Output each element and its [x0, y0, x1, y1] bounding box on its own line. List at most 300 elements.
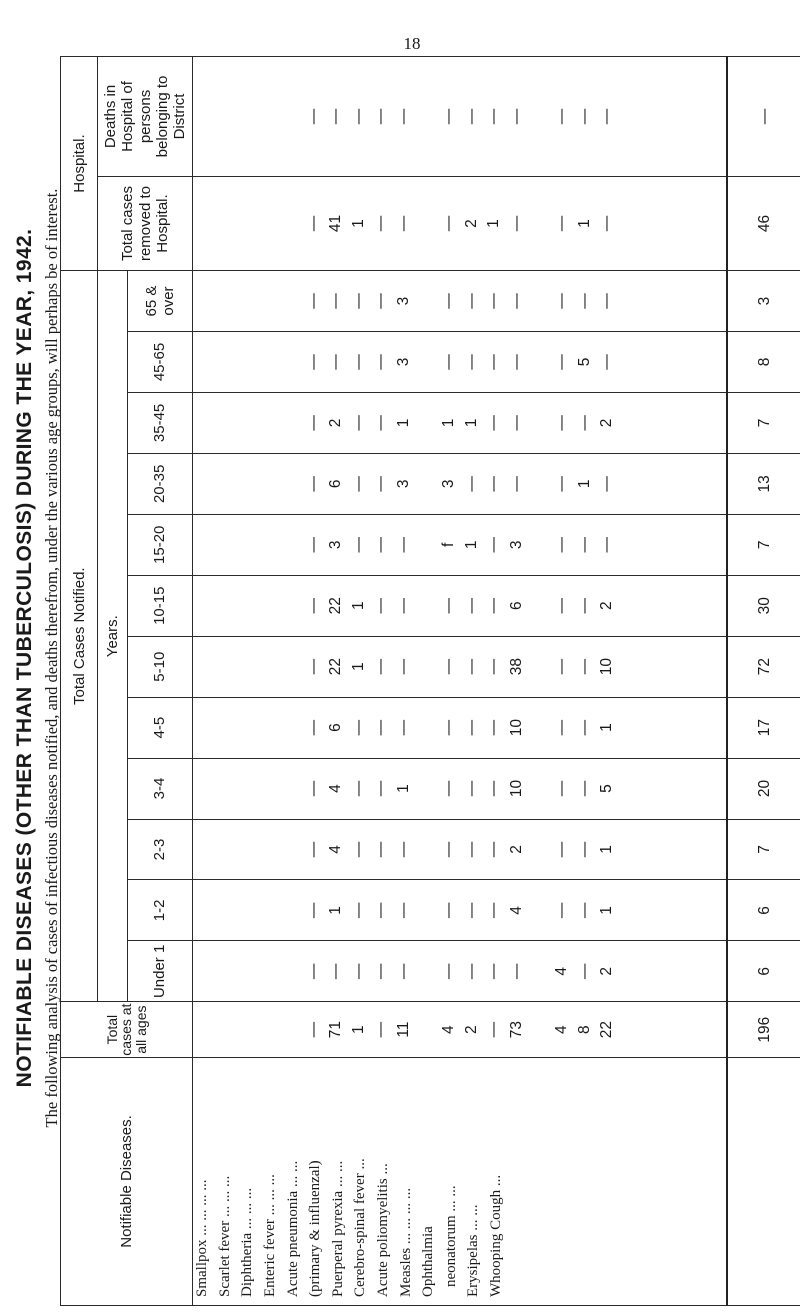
table-cell: —	[462, 902, 480, 919]
table-cell	[415, 515, 438, 575]
table-cell: —	[462, 658, 480, 675]
header-notifiable-diseases: Notifiable Diseases.	[61, 1057, 193, 1305]
table-cell: 71	[327, 1021, 345, 1039]
table-cell: —	[553, 658, 571, 675]
disease-label	[284, 1066, 307, 1297]
table-cell: —	[575, 415, 593, 431]
table-cell: —	[485, 354, 503, 370]
table-cell: 4	[553, 967, 571, 976]
table-cell: 2	[598, 601, 616, 611]
total-cell: 6	[727, 880, 800, 941]
table-cell	[415, 759, 438, 819]
table-cell: —	[440, 293, 458, 309]
table-cell: —	[349, 841, 367, 858]
table-cell: —	[304, 658, 322, 675]
total-cell: 7	[727, 819, 800, 880]
disease-name: Scarlet fever	[216, 1220, 233, 1297]
table-cell: —	[462, 597, 480, 614]
table-cell: —	[304, 354, 322, 370]
table-cell: 1	[462, 540, 480, 550]
table-cell: —	[485, 293, 503, 309]
total-cell: 7	[727, 514, 800, 575]
table-cell: 3	[395, 296, 413, 306]
table-cell: 10	[508, 718, 525, 737]
table-cell: —	[553, 354, 571, 370]
table-cell	[528, 454, 551, 514]
disease-name: Smallpox	[194, 1239, 211, 1297]
table-cell: —	[372, 354, 390, 370]
table-cell: —	[440, 597, 458, 614]
total-cell: 46	[727, 176, 800, 270]
table-cell	[528, 941, 551, 1001]
col-hospital-deaths	[193, 57, 728, 177]
table-cell: —	[598, 293, 616, 309]
table-cell: —	[304, 108, 322, 125]
leader-dots: ... ...	[442, 1185, 459, 1216]
table-cell: —	[598, 108, 616, 125]
table-cell: —	[575, 293, 593, 309]
table-cell: —	[327, 108, 345, 125]
table-cell: —	[553, 293, 571, 309]
header-age-3-4: 3-4	[127, 758, 193, 819]
table-cell: —	[440, 719, 458, 736]
table-cell: —	[575, 780, 593, 797]
table-cell: —	[462, 476, 480, 492]
disease-name: Diphtheria	[239, 1232, 256, 1297]
table-cell: —	[553, 719, 571, 736]
table-cell: 1	[598, 845, 616, 854]
table-cell: —	[485, 1021, 503, 1038]
table-cell: 22	[327, 597, 345, 615]
table-cell: —	[372, 841, 390, 858]
table-cell: —	[553, 902, 571, 919]
total-cell: 17	[727, 697, 800, 758]
table-cell	[528, 332, 551, 392]
table-cell	[415, 576, 438, 636]
table-cell: —	[485, 597, 503, 614]
table-cell: —	[485, 476, 503, 492]
leader-dots: ... ...	[329, 1160, 346, 1191]
disease-label	[442, 1066, 465, 1297]
header-hospital-deaths: Deaths in Hospital of persons belonging to District	[98, 57, 193, 177]
table-cell: 2	[462, 219, 480, 228]
table-cell: —	[349, 415, 367, 431]
table-cell: —	[304, 597, 322, 614]
total-cell: 30	[727, 575, 800, 636]
table-cell: 2	[462, 1025, 480, 1034]
table-cell: —	[349, 293, 367, 309]
disease-name: Erysipelas	[465, 1234, 482, 1297]
table-body-row	[193, 57, 728, 1306]
table-cell: —	[395, 108, 413, 125]
total-cell: 3	[727, 271, 800, 332]
page-title: NOTIFIABLE DISEASES (OTHER THAN TUBERCULOSIS) DURING THE YEAR, 1942.	[13, 228, 36, 1088]
col-20-35	[193, 453, 728, 514]
disease-labels	[193, 1057, 728, 1305]
table-cell: —	[440, 658, 458, 675]
table-cell: 2	[508, 845, 525, 854]
table-cell: 1	[575, 479, 593, 489]
table-cell: —	[372, 597, 390, 614]
table-cell: 4	[508, 906, 525, 915]
table-cell: —	[349, 108, 367, 125]
total-cell: 8	[727, 332, 800, 393]
header-age-15-20: 15-20	[127, 514, 193, 575]
disease-name: (primary & influenzal)	[307, 1160, 324, 1297]
table-cell	[415, 880, 438, 940]
table-cell: —	[349, 780, 367, 797]
disease-name: Ophthalmia	[420, 1226, 437, 1297]
table-cell: —	[598, 476, 616, 492]
table-cell: —	[598, 215, 616, 232]
totals-row	[727, 57, 800, 1306]
table-cell: 3	[440, 479, 458, 489]
total-cell: 7	[727, 392, 800, 453]
table-cell: —	[395, 963, 413, 980]
table-cell: —	[440, 108, 458, 125]
table-cell: —	[304, 780, 322, 797]
disease-label	[351, 1066, 374, 1297]
table-cell: —	[440, 841, 458, 858]
table-cell: 1	[598, 723, 616, 732]
table-cell: —	[304, 963, 322, 980]
table-cell: —	[372, 415, 390, 431]
disease-name: neonatorum	[442, 1215, 459, 1287]
table-cell: —	[485, 658, 503, 675]
total-cell: 20	[727, 758, 800, 819]
disease-label	[306, 1066, 329, 1297]
col-removed-to-hospital	[193, 176, 728, 270]
table-cell: 38	[508, 658, 525, 676]
table-cell: —	[440, 215, 458, 232]
table-cell: —	[462, 108, 480, 125]
total-cell: 6	[727, 941, 800, 1002]
table-cell: 10	[508, 779, 525, 798]
total-cell: 72	[727, 636, 800, 697]
notifiable-diseases-table	[60, 56, 800, 1306]
table-cell	[528, 880, 551, 940]
table-cell: —	[304, 537, 322, 553]
table-cell: —	[395, 597, 413, 614]
table-cell	[415, 332, 438, 392]
leader-dots: ...	[375, 1163, 391, 1179]
header-age-4-5: 4-5	[127, 697, 193, 758]
table-cell: —	[372, 293, 390, 309]
table-cell: —	[304, 293, 322, 309]
table-cell: —	[575, 597, 593, 614]
table-cell: f	[440, 542, 458, 547]
header-age-35-45: 35-45	[127, 392, 193, 453]
table-cell: —	[349, 902, 367, 919]
header-age-45-65: 45-65	[127, 332, 193, 393]
disease-name: Acute pneumonia	[284, 1190, 301, 1297]
table-cell: —	[395, 537, 413, 553]
disease-label	[464, 1066, 487, 1297]
disease-label	[193, 1066, 216, 1297]
table-cell: —	[508, 215, 525, 232]
leader-dots: ... ... ...	[262, 1174, 279, 1220]
table-cell: —	[349, 963, 367, 980]
disease-name: Puerperal pyrexia	[329, 1190, 346, 1297]
disease-label	[329, 1066, 352, 1297]
table-cell: 1	[395, 784, 413, 793]
table-cell: —	[553, 476, 571, 492]
header-age-10-15: 10-15	[127, 575, 193, 636]
table-cell: —	[553, 597, 571, 614]
leader-dots: ... ... ...	[239, 1187, 256, 1233]
table-cell: —	[553, 415, 571, 431]
disease-label	[216, 1066, 239, 1297]
table-cell: —	[553, 780, 571, 797]
table-cell: —	[349, 537, 367, 553]
table-cell: 4	[440, 1025, 458, 1034]
table-cell: —	[462, 963, 480, 980]
table-cell	[528, 637, 551, 697]
disease-label	[261, 1066, 284, 1297]
col-35-45	[193, 392, 728, 453]
table-cell	[528, 515, 551, 575]
disease-name: Acute poliomyelitis	[375, 1178, 391, 1297]
header-total-cases: Total cases at all ages	[61, 1002, 193, 1058]
table-cell: —	[575, 963, 593, 980]
table-cell: —	[304, 841, 322, 858]
table-cell: —	[349, 476, 367, 492]
table-cell	[415, 637, 438, 697]
table-cell: —	[485, 963, 503, 980]
table-cell: 4	[327, 845, 345, 854]
table-cell: —	[575, 108, 593, 125]
col-2-3	[193, 819, 728, 880]
table-cell	[528, 698, 551, 758]
table-cell: 1	[462, 418, 480, 428]
table-cell: —	[462, 719, 480, 736]
header-age-2-3: 2-3	[127, 819, 193, 880]
table-cell: —	[304, 415, 322, 431]
table-cell: —	[508, 963, 525, 980]
table-cell: —	[304, 902, 322, 919]
table-cell: —	[327, 354, 345, 370]
table-cell: 22	[327, 658, 345, 676]
table-cell: —	[462, 354, 480, 370]
col-45-65	[193, 332, 728, 393]
table-cell: 3	[395, 479, 413, 489]
disease-label	[487, 1066, 510, 1297]
total-cell: 196	[727, 1002, 800, 1058]
table-cell: —	[575, 658, 593, 675]
table-cell: —	[304, 719, 322, 736]
table-cell: —	[553, 108, 571, 125]
col-3-4	[193, 758, 728, 819]
table-cell: —	[575, 902, 593, 919]
leader-dots: ...	[487, 1174, 504, 1190]
table-cell: 1	[327, 906, 345, 915]
table-cell: —	[372, 780, 390, 797]
col-15-20	[193, 514, 728, 575]
header-age-65-over: 65 & over	[127, 271, 193, 332]
table-cell: 11	[395, 1021, 413, 1038]
col-10-15	[193, 575, 728, 636]
table-cell: —	[508, 476, 525, 492]
table-cell: 2	[598, 418, 616, 428]
leader-dots: ... ... ... ...	[194, 1179, 211, 1240]
table-cell: —	[485, 841, 503, 858]
total-cell: —	[727, 57, 800, 177]
col-4-5	[193, 697, 728, 758]
table-cell: —	[553, 537, 571, 553]
header-age-under-1: Under 1	[127, 941, 193, 1002]
header-years: Years.	[98, 271, 128, 1002]
disease-name: Enteric fever	[262, 1219, 279, 1297]
col-5-10	[193, 636, 728, 697]
col-65-over	[193, 271, 728, 332]
table-cell	[415, 941, 438, 1001]
page-subtitle: The following analysis of cases of infectious diseases notified, and deaths therefrom, under the various age groups, will perhaps be of interest.	[42, 188, 61, 1128]
table-cell: —	[508, 108, 525, 125]
table-cell	[528, 57, 551, 176]
table-cell: 5	[575, 357, 593, 367]
header-age-20-35: 20-35	[127, 453, 193, 514]
disease-label	[238, 1066, 261, 1297]
table-cell: —	[485, 415, 503, 431]
table-cell: —	[575, 537, 593, 553]
table-cell: —	[372, 963, 390, 980]
disease-name: Whooping Cough	[487, 1189, 504, 1297]
table-cell: 2	[598, 967, 616, 976]
table-cell: —	[395, 215, 413, 232]
table-cell: 1	[598, 906, 616, 915]
total-cell: 13	[727, 453, 800, 514]
table-cell: —	[372, 902, 390, 919]
table-cell: —	[575, 719, 593, 736]
table-cell	[528, 1002, 551, 1057]
table-cell: —	[327, 963, 345, 980]
table-cell	[528, 820, 551, 880]
table-cell	[528, 393, 551, 453]
header-age-5-10: 5-10	[127, 636, 193, 697]
disease-label	[397, 1066, 420, 1297]
table-cell: —	[575, 841, 593, 858]
leader-dots: ...	[352, 1158, 369, 1174]
table-cell: 1	[349, 219, 367, 228]
table-cell: —	[372, 719, 390, 736]
table-cell: —	[485, 108, 503, 125]
disease-label	[374, 1066, 397, 1297]
table-cell: 3	[508, 540, 525, 550]
disease-name: Measles ...	[397, 1232, 414, 1297]
table-cell: —	[395, 902, 413, 919]
header-age-1-2: 1-2	[127, 880, 193, 941]
table-cell: 10	[598, 658, 616, 676]
table-cell	[415, 698, 438, 758]
table-cell: —	[440, 354, 458, 370]
table-cell: —	[508, 415, 525, 431]
table-cell: —	[462, 293, 480, 309]
table-cell: —	[349, 719, 367, 736]
leader-dots: ... ...	[465, 1204, 482, 1235]
table-cell: 1	[485, 219, 503, 228]
table-cell: —	[372, 476, 390, 492]
table-cell: —	[598, 537, 616, 553]
header-hospital: Hospital.	[61, 57, 98, 271]
table-cell	[528, 271, 551, 331]
col-under-1	[193, 941, 728, 1002]
table-cell: 1	[440, 418, 458, 428]
disease-name: Cerebro-spinal fever	[352, 1173, 369, 1297]
table-cell: 6	[327, 723, 345, 732]
table-cell: —	[395, 658, 413, 675]
table-cell: —	[485, 780, 503, 797]
table-cell: —	[508, 354, 525, 370]
table-cell: —	[395, 719, 413, 736]
table-cell	[528, 177, 551, 270]
table-cell: 8	[575, 1025, 593, 1034]
disease-label	[419, 1066, 442, 1297]
table-cell: 4	[553, 1025, 571, 1034]
table-cell	[528, 576, 551, 636]
table-cell: 3	[327, 540, 345, 550]
table-cell: —	[485, 902, 503, 919]
table-cell: 22	[598, 1021, 616, 1039]
table-cell: —	[304, 215, 322, 232]
table-cell: —	[349, 354, 367, 370]
col-1-2	[193, 880, 728, 941]
table-cell: —	[440, 780, 458, 797]
table-cell: —	[553, 841, 571, 858]
table-cell: —	[327, 293, 345, 309]
table-cell: —	[372, 1021, 390, 1038]
table-cell: —	[304, 1021, 322, 1038]
page-number: 18	[403, 34, 421, 53]
table-cell: 4	[327, 784, 345, 793]
table-cell	[415, 454, 438, 514]
table-cell: 1	[575, 219, 593, 228]
table-cell	[528, 759, 551, 819]
table-cell: —	[440, 902, 458, 919]
table-cell: —	[372, 108, 390, 125]
table-cell: —	[372, 537, 390, 553]
table-cell	[415, 820, 438, 880]
table-cell: —	[462, 780, 480, 797]
table-cell: 41	[327, 214, 345, 233]
header-total-cases-notified: Total Cases Notified.	[61, 271, 98, 1002]
table-cell: 1	[349, 662, 367, 671]
table-cell	[415, 271, 438, 331]
table-cell: —	[372, 658, 390, 675]
leader-dots: ... ... ...	[397, 1187, 414, 1233]
header-removed-to-hospital: Total cases removed to Hospital.	[98, 176, 193, 270]
table-cell: —	[485, 537, 503, 553]
table-cell	[415, 393, 438, 453]
table-cell: —	[372, 215, 390, 232]
leader-dots: ... ...	[284, 1160, 301, 1191]
table-cell	[415, 1002, 438, 1057]
table-cell: 6	[508, 601, 525, 611]
table-cell: —	[304, 476, 322, 492]
table-cell: —	[553, 215, 571, 232]
table-cell: 73	[508, 1021, 525, 1039]
table-cell: —	[440, 963, 458, 980]
table-cell	[415, 57, 438, 176]
table-cell: 1	[349, 601, 367, 611]
table-cell: 2	[327, 418, 345, 428]
table-cell: —	[395, 841, 413, 858]
table-cell	[415, 177, 438, 270]
table-cell: —	[485, 719, 503, 736]
col-total	[193, 1002, 728, 1058]
table-cell: 1	[349, 1025, 367, 1034]
table-cell: 1	[395, 418, 413, 428]
table-cell: —	[508, 293, 525, 309]
